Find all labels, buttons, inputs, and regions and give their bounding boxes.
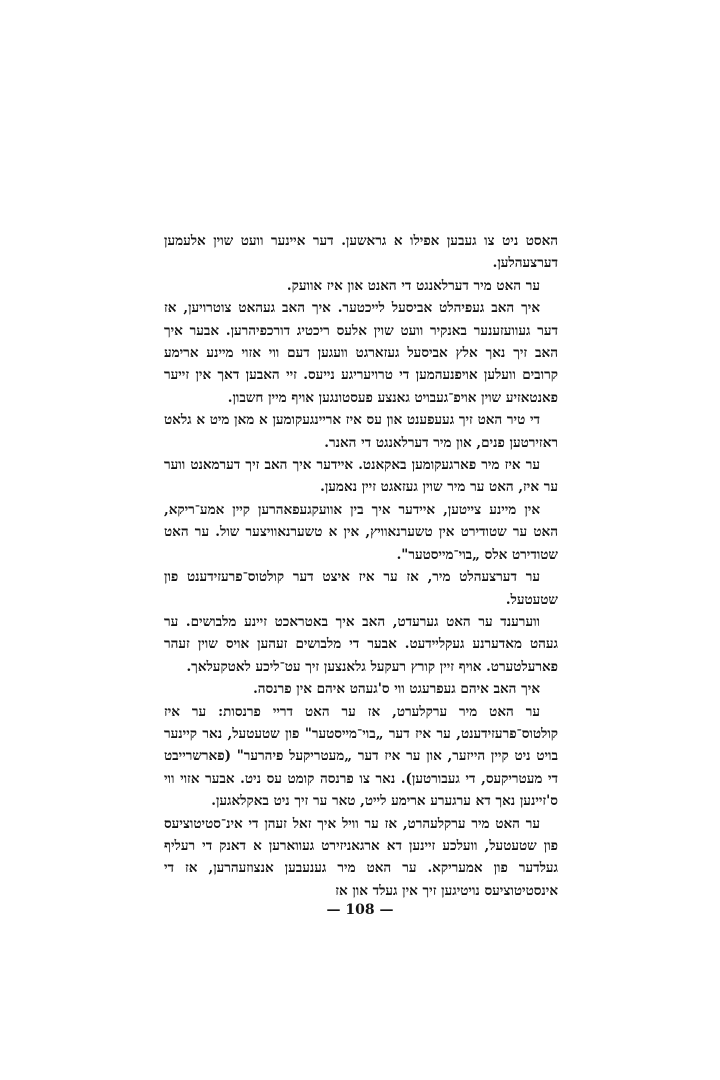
body-text	[164, 230, 558, 902]
paragraph: האסט ניט צו געבען אפילו א גראשען. דער איינער וועט שוין אלעמען דערצעהלען.	[164, 233, 558, 272]
paragraph: ווערענד ער האט גערעדט, האב איך באטראכט זיינע מלבושים. ער געהט מאדערנע געקליידעט. אבער די מלבושים זעהען אויס שוין זעהר פארעלטערט. אויף זיין קורץ רעקעל גלאנצען זיך עט־ליכע לאטקעלאך.	[164, 613, 558, 675]
paragraph: ער האט מיר ערקלעהרט, אז ער וויל איך זאל זעהן די אינ־סטיטוציעס פון שטעטעל, וועלכע זיינען דא ארגאניזירט געווארען א דאנק די רעליף געלדער פון אמעריקא. ער האט מיר גענעבען אנצוזעהרען, אז די אינסטיטוציעס נויטיגען זיך אין געלד און אז	[164, 815, 558, 899]
paragraph: ער האט מיר ערקלערט, אז ער האט דריי פרנסות: ער איז קולטוס־פרעזידענט, ער איז דער „בוי־מייסטער" פון שטעטעל, נאר קיינער בויט ניט קיין הייזער, און ער איז דער „מעטריקעל פיהרער" (פארשרייבט די מעטריקעס, די געבורטען). נאר צו פרנסה קומט עס ניט. אבער אזוי ווי ס'זיינען נאך דא ערגערע ארימע לייט, טאר ער זיך ניט באקלאגען.	[164, 703, 558, 810]
paragraph: אין מיינע צייטען, איידער איך בין אוועקגעפאהרען קיין אמע־ריקא, האט ער שטודירט אין טשערנאוויץ, אין א טשערנאוויצער שול. ער האט שטודירט אלס „בוי־מייסטער".	[164, 501, 558, 563]
paragraph: איך האב איהם געפרעגט ווי ס'געהט איהם אין פרנסה.	[253, 681, 540, 698]
paragraph: ער דערצעהלט מיר, אז ער איז איצט דער קולטוס־פרעזידענט פון שטעטעל.	[164, 569, 558, 608]
paragraph: די טיר האט זיך געעפענט און עס איז אריינגעקומען א מאן מיט א גלאט ראזירטען פנים, און מיר דערלאנגט די האנר.	[164, 412, 558, 451]
paragraph: ער איז מיר פארגעקומען באקאנט. איידער איך האב זיך דערמאנט ווער ער איז, האט ער מיר שוין געזאגט זיין נאמען.	[164, 457, 558, 496]
page-number: — 108 —	[326, 902, 394, 918]
paragraph: איך האב געפיהלט אביסעל לייכטער. איך האב געהאט צוטרויען, אז דער געוועזענער באנקיר וועט שוין אלעס ריכטיג דורכפיהרען. אבער איך האב זיך נאך אלץ אביסעל געזארגט וועגען דעם ווי אזוי מיינע ארימע קרובים וועלען אויפנעהמען די טרויעריגע נייעס. זיי האבען דאך אין זייער פאנטאזיע שוין אויפ־געבויט גאנצע פעסטונגען אויף מיין חשבון.	[164, 300, 558, 406]
paragraph: ער האט מיר דערלאנגט די האנט און איז אוועק.	[286, 277, 540, 294]
